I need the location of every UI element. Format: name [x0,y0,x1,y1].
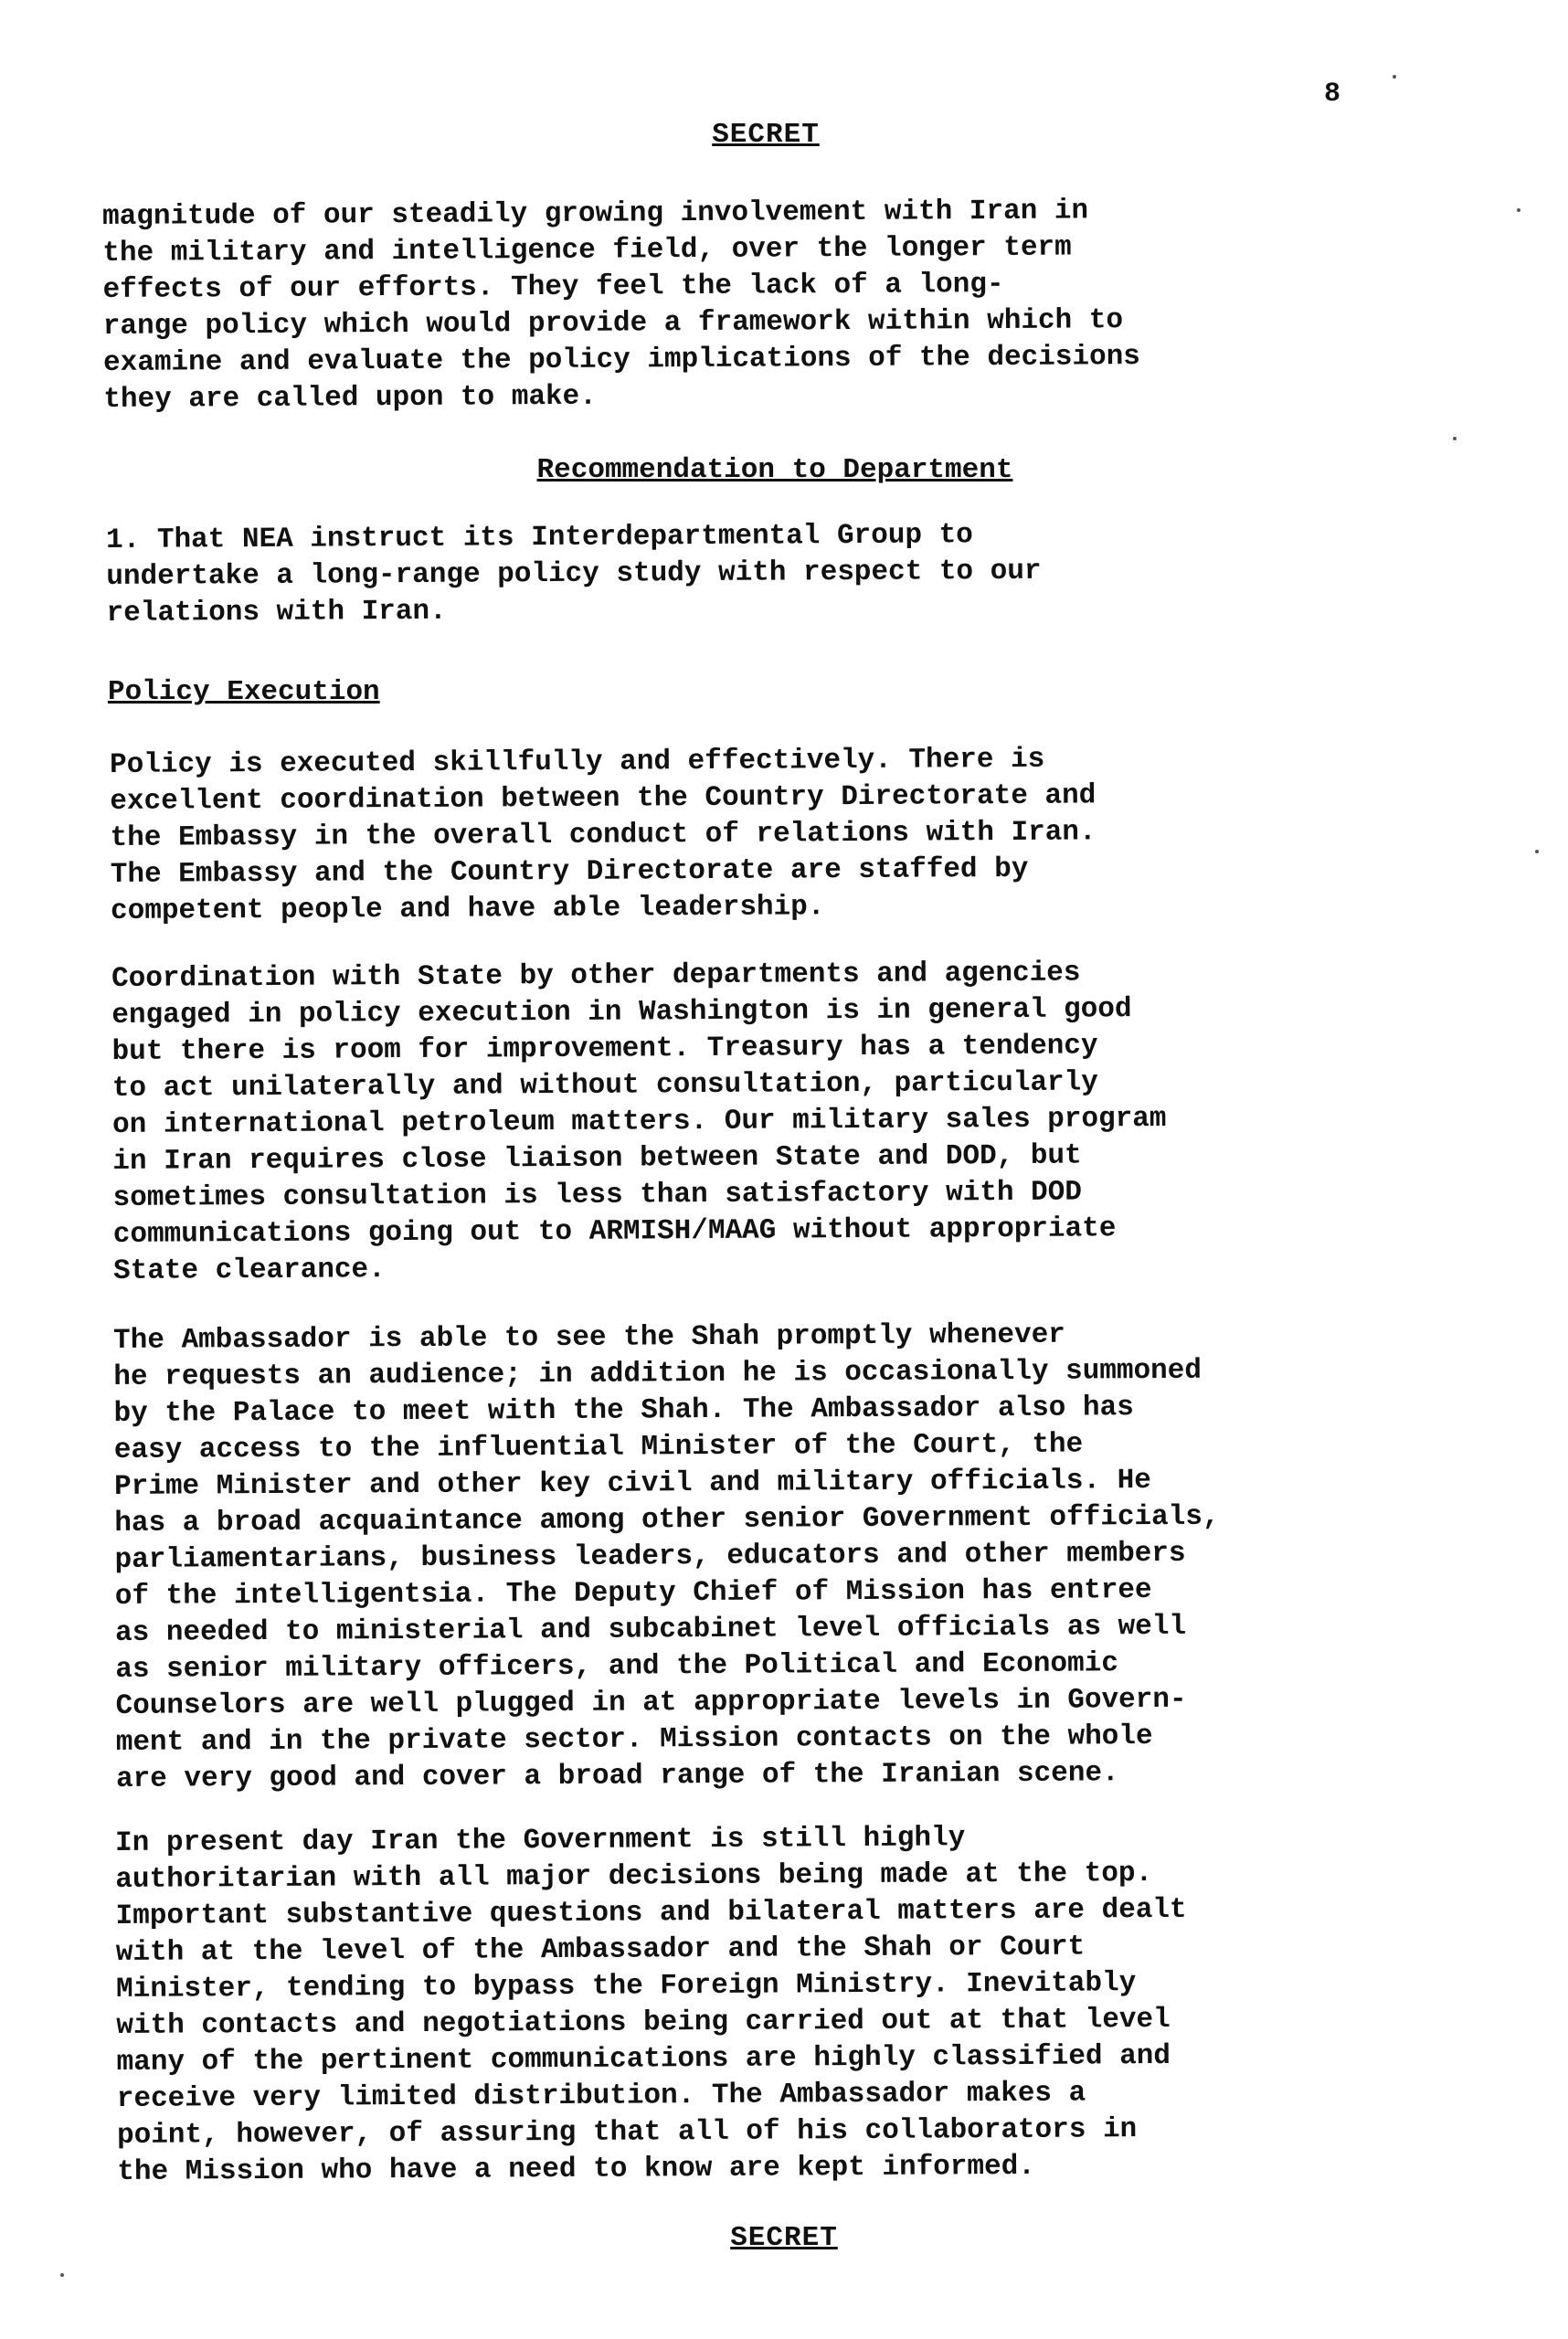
scan-speck [1453,437,1457,440]
scan-speck [1393,75,1396,79]
paragraph-present-day-iran: In present day Iran the Government is still highly authoritarian with all major decisions being made at the top. Important substantive questions and bilateral matters are dealt with at the level of the Ambassador and the Shah or Court Minister, tending to bypass the Foreign Ministry. Inevitably with contacts and negotiations being carried out at that level many of the pertinent communications are highly classified and receive very limited distribution. The Ambassador makes a point, however, of assuring that all of his collaborators in the Mission who have a need to know are kept informed. [115,1822,1187,2188]
paragraph-ambassador-access: The Ambassador is able to see the Shah promptly whenever he requests an audience; in addition he is occasionally summoned by the Palace to meet with the Shah. The Ambassador also has easy access to the influential Minister of the Court, the Prime Minister and other key civil and military officials. He has a broad acquaintance among other senior Government officials, parliamentarians, business leaders, educators and other members of the intelligentsia. The Deputy Chief of Mission has entree as needed to ministerial and subcabinet level officials as well as senior military officers, and the Political and Economic Counselors are well plugged in at appropriate levels in Govern- ment and in the private sector. Mission contacts on the whole are very good and cover a broad range of the Iranian scene. [113,1318,1220,1795]
policy-execution-heading: Policy Execution [108,676,380,708]
recommendation-heading: Recommendation to Department [536,454,1013,486]
scan-speck [60,2273,64,2277]
classification-marking-top: SECRET [712,119,820,151]
scan-speck [1535,850,1539,853]
page-number: 8 [1324,79,1341,110]
paragraph-coordination: Coordination with State by other departments and agencies engaged in policy execution in Washington is in general good but there is room for improvement. Treasury has a tendency to act unilaterally and without consultation, particularly on international petroleum matters. Our military sales program in Iran requires close liaison between State and DOD, but sometimes consultation is less than satisfactory with DOD communications going out to ARMISH/MAAG without appropriate State clearance. [111,957,1167,1287]
paragraph-policy-execution: Policy is executed skillfully and effectively. There is excellent coordination between the Country Directorate and the Embassy in the overall conduct of relations with Iran. The Embassy and the Country Directorate are staffed by competent people and have able leadership. [110,743,1097,927]
paragraph-continuation: magnitude of our steadily growing involvement with Iran in the military and intelligence field, over the longer term effects of our efforts. They feel the lack of a long- range policy which would provide a framework within which to examine and evaluate the policy implications of the decisions they are called upon to make. [102,195,1140,416]
classification-marking-bottom: SECRET [730,2222,838,2254]
recommendation-item-1: 1. That NEA instruct its Interdepartmental Group to undertake a long-range policy study with respect to our relations with Iran. [106,519,1042,630]
scan-speck [1517,208,1520,212]
